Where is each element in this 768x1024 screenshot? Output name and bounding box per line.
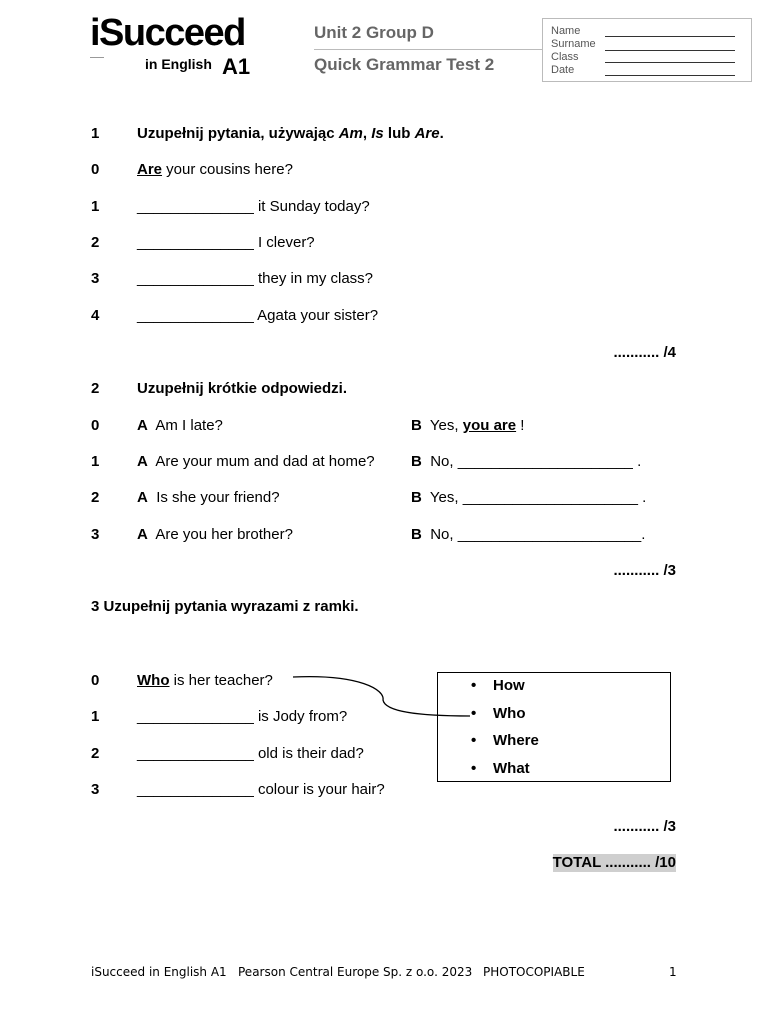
ex3-score: ........... /3 bbox=[613, 818, 676, 835]
test-title: Quick Grammar Test 2 bbox=[314, 55, 495, 74]
ex1-score: ........... /4 bbox=[613, 344, 676, 361]
ex3-item-num: 2 bbox=[91, 745, 100, 762]
date-label: Date bbox=[551, 64, 575, 76]
ex2-question: A Is she your friend? bbox=[137, 489, 280, 506]
ex2-answer: B Yes, _____________________ . bbox=[411, 489, 647, 506]
class-label: Class bbox=[551, 51, 579, 63]
answer-blank[interactable]: ______________ bbox=[137, 307, 254, 324]
answer-blank[interactable]: ______________________ bbox=[457, 526, 642, 543]
ex1-question: ______________ I clever? bbox=[137, 234, 315, 251]
answer-blank[interactable]: ______________ bbox=[137, 270, 254, 287]
ex1-question: ______________ they in my class? bbox=[137, 270, 374, 287]
total-score: TOTAL ........... /10 bbox=[552, 854, 676, 871]
word-box-item: • Who bbox=[471, 705, 526, 722]
logo-sub: in English bbox=[145, 56, 212, 72]
ex2-answer: B No, _____________________ . bbox=[411, 453, 642, 470]
answer-blank[interactable]: _____________________ bbox=[457, 453, 633, 470]
ex1-question: ______________ Agata your sister? bbox=[137, 307, 379, 324]
ex3-example: Who is her teacher? bbox=[137, 672, 273, 689]
ex1-item-num: 2 bbox=[91, 234, 100, 251]
ex2-instruction: Uzupełnij krótkie odpowiedzi. bbox=[137, 380, 348, 397]
logo-main: iSucceed bbox=[90, 12, 245, 54]
ex2-answer: B No, ______________________. bbox=[411, 526, 646, 543]
ex3-item-num: 1 bbox=[91, 708, 100, 725]
ex3-item-num: 0 bbox=[91, 672, 100, 689]
ex2-question: A Am I late? bbox=[137, 417, 223, 434]
footer-book: iSucceed in English A1 bbox=[91, 965, 227, 979]
name-label: Name bbox=[551, 25, 581, 37]
ex1-item-num: 1 bbox=[91, 198, 100, 215]
ex1-number: 1 bbox=[91, 125, 100, 142]
answer-blank[interactable]: ______________ bbox=[137, 198, 254, 215]
ex3-question: ______________ is Jody from? bbox=[137, 708, 348, 725]
ex1-instruction: Uzupełnij pytania, używając Am, Is lub Are. bbox=[137, 125, 444, 142]
footer-publisher: Pearson Central Europe Sp. z o.o. 2023 bbox=[238, 965, 473, 979]
surname-label: Surname bbox=[551, 38, 596, 50]
answer-blank[interactable]: ______________ bbox=[137, 781, 254, 798]
bullet-icon: • bbox=[471, 705, 477, 722]
ex1-item-num: 4 bbox=[91, 307, 100, 324]
answer-blank[interactable]: ______________ bbox=[137, 708, 254, 725]
bullet-icon: • bbox=[471, 760, 477, 777]
ex2-item-num: 2 bbox=[91, 489, 100, 506]
ex1-item-num: 0 bbox=[91, 161, 100, 178]
answer-blank[interactable]: _____________________ bbox=[462, 489, 638, 506]
ex2-question: A Are you her brother? bbox=[137, 526, 293, 543]
word-box-item: • What bbox=[471, 760, 530, 777]
ex2-score: ........... /3 bbox=[613, 562, 676, 579]
answer-blank[interactable]: ______________ bbox=[137, 234, 254, 251]
logo-level: A1 bbox=[222, 54, 251, 79]
ex1-example: Are your cousins here? bbox=[137, 161, 293, 178]
ex3-question: ______________ old is their dad? bbox=[137, 745, 364, 762]
ex1-question: ______________ it Sunday today? bbox=[137, 198, 370, 215]
bullet-icon: • bbox=[471, 732, 477, 749]
ex2-item-num: 0 bbox=[91, 417, 100, 434]
bullet-icon: • bbox=[471, 677, 477, 694]
answer-blank[interactable]: ______________ bbox=[137, 745, 254, 762]
ex3-question: ______________ colour is your hair? bbox=[137, 781, 385, 798]
word-box-item: • Where bbox=[471, 732, 539, 749]
footer-page-number: 1 bbox=[669, 965, 677, 979]
ex1-item-num: 3 bbox=[91, 270, 100, 287]
ex2-item-num: 3 bbox=[91, 526, 100, 543]
unit-title: Unit 2 Group D bbox=[314, 23, 434, 42]
ex2-question: A Are your mum and dad at home? bbox=[137, 453, 375, 470]
word-box-item: • How bbox=[471, 677, 525, 694]
ex3-instruction: 3 Uzupełnij pytania wyrazami z ramki. bbox=[91, 598, 359, 615]
ex2-answer: B Yes, you are ! bbox=[411, 417, 525, 434]
ex2-number: 2 bbox=[91, 380, 100, 397]
ex2-item-num: 1 bbox=[91, 453, 100, 470]
footer-note: PHOTOCOPIABLE bbox=[483, 965, 585, 979]
ex3-item-num: 3 bbox=[91, 781, 100, 798]
